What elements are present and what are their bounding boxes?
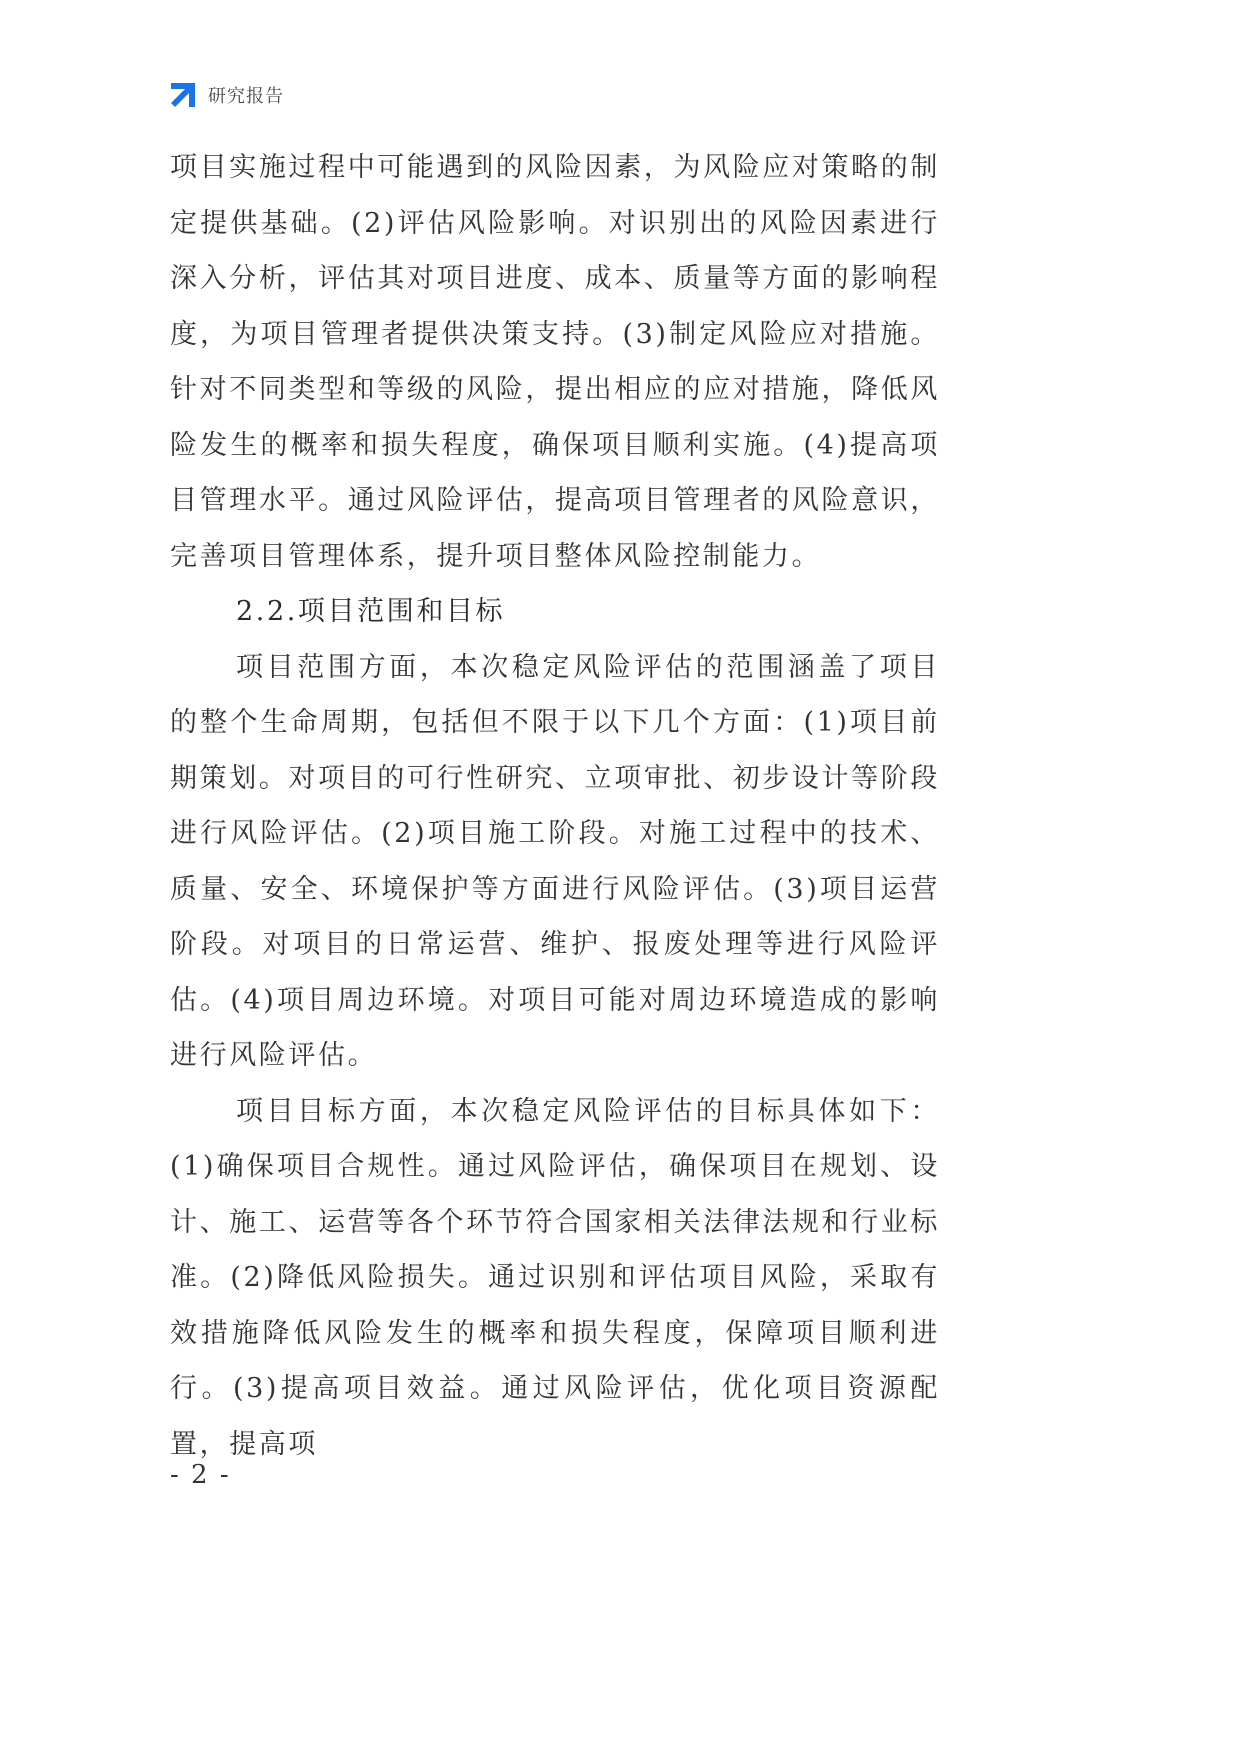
page-number: - 2 - (170, 1460, 231, 1490)
paragraph-project-goals: 项目目标方面，本次稳定风险评估的目标具体如下：(1)确保项目合规性。通过风险评估，确保项目在规划、设计、施工、运营等各个环节符合国家相关法律法规和行业标准。(2)降低风险损失。通过识别和评估项目风险，采取有效措施降低风险发生的概率和损失程度，保障项目顺利进行。(3)提高项目效益。通过风险评估，优化项目资源配置，提高项 (170, 1095, 940, 1460)
document-body (170, 140, 940, 1472)
paragraph-risk-objectives: 项目实施过程中可能遇到的风险因素，为风险应对策略的制定提供基础。(2)评估风险影响。对识别出的风险因素进行深入分析，评估其对项目进度、成本、质量等方面的影响程度，为项目管理者提供决策支持。(3)制定风险应对措施。针对不同类型和等级的风险，提出相应的应对措施，降低风险发生的概率和损失程度，确保项目顺利实施。(4)提高项目管理水平。通过风险评估，提高项目管理者的风险意识，完善项目管理体系，提升项目整体风险控制能力。 (170, 152, 940, 572)
section-heading: 2.2.项目范围和目标 (236, 596, 506, 627)
page-header (168, 80, 284, 110)
arrow-up-right-icon (168, 80, 198, 110)
header-title: 研究报告 (208, 86, 284, 107)
paragraph-project-scope: 项目范围方面，本次稳定风险评估的范围涵盖了项目的整个生命周期，包括但不限于以下几个方面：(1)项目前期策划。对项目的可行性研究、立项审批、初步设计等阶段进行风险评估。(2)项目施工阶段。对施工过程中的技术、质量、安全、环境保护等方面进行风险评估。(3)项目运营阶段。对项目的日常运营、维护、报废处理等进行风险评估。(4)项目周边环境。对项目可能对周边环境造成的影响进行风险评估。 (170, 651, 940, 1071)
